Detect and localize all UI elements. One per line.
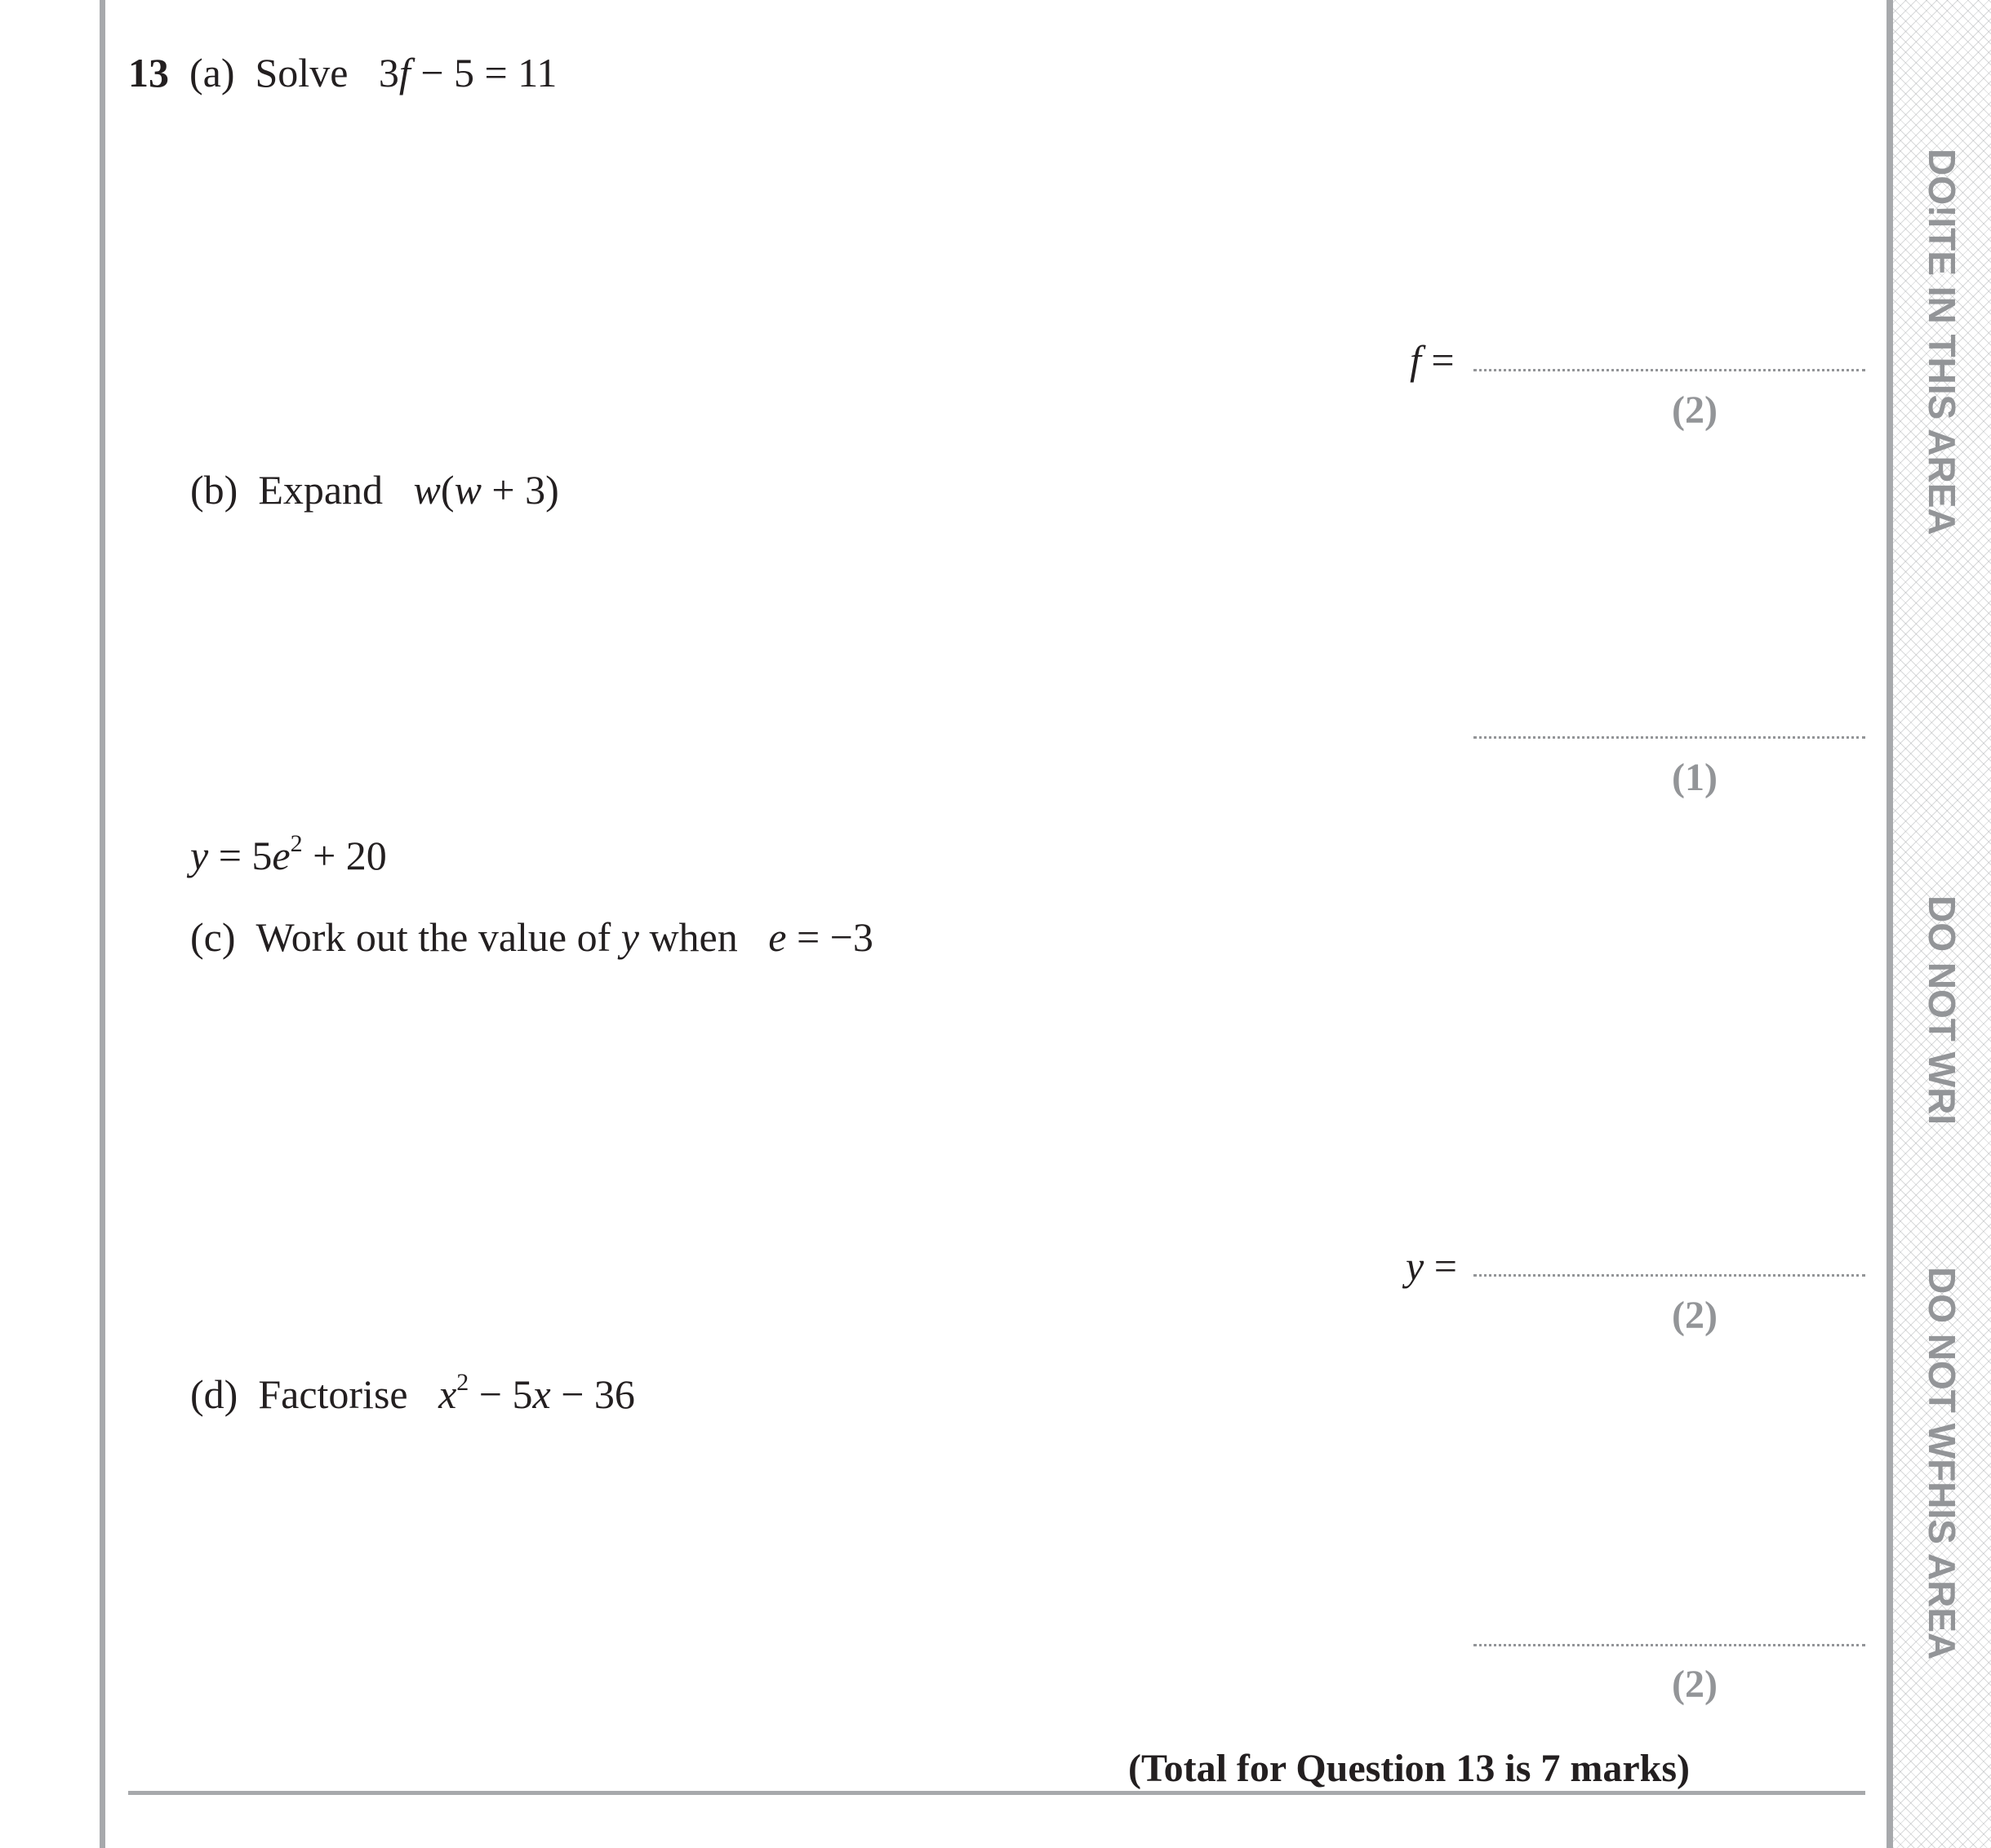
margin-warning-bottom: DO NOT WFHIS AREA	[1921, 1267, 1963, 1660]
part-d-expr-var2: x	[532, 1371, 551, 1417]
question-number: 13	[128, 50, 169, 96]
part-c-answer-var: y	[1406, 1243, 1424, 1289]
part-d-verb: Factorise	[258, 1371, 408, 1417]
part-b-expr-post: + 3)	[481, 467, 559, 513]
part-c-answer-label	[1406, 1243, 1457, 1289]
margin-warning-top: DO!ITE IN THIS AREA	[1921, 149, 1963, 535]
part-a-expr-pre: 3	[378, 50, 399, 96]
part-a-marks: (2)	[1672, 389, 1718, 432]
part-a-answer-label	[1410, 337, 1455, 383]
part-c-answer-eq: =	[1424, 1243, 1457, 1289]
given-mid: = 5	[208, 833, 273, 878]
part-c-cond-var: e	[768, 914, 787, 960]
part-a-label: (a)	[189, 50, 235, 96]
part-c-line	[190, 914, 873, 960]
part-a-answer-eq: =	[1420, 337, 1455, 383]
question-total: (Total for Question 13 is 7 marks)	[1128, 1747, 1691, 1790]
given-sup: 2	[290, 830, 303, 857]
part-b-marks: (1)	[1672, 756, 1718, 799]
given-var: y	[190, 833, 209, 878]
part-c-label: (c)	[190, 914, 236, 960]
given-equation	[190, 830, 387, 878]
part-c-text: Work out the value of	[256, 914, 611, 960]
part-c-marks: (2)	[1672, 1294, 1718, 1337]
part-c-cond-post: = −3	[786, 914, 873, 960]
part-d-expr-sup: 2	[456, 1369, 469, 1396]
part-a-answer-var: f	[1410, 337, 1421, 383]
part-d-label: (d)	[190, 1371, 238, 1417]
part-b-verb: Expand	[258, 467, 384, 513]
part-a-line	[128, 50, 558, 96]
given-var2: e	[272, 833, 291, 878]
part-d-answer-line[interactable]	[1473, 1644, 1865, 1646]
part-c-text-when: when	[649, 914, 738, 960]
left-page-border	[100, 0, 105, 1848]
part-d-expr-mid: − 5	[469, 1371, 533, 1417]
part-a-expr-post: − 5 = 11	[410, 50, 558, 96]
part-b-answer-line[interactable]	[1473, 736, 1865, 739]
part-b-expr-mid: (	[440, 467, 455, 513]
part-b-expr-var1: w	[413, 467, 441, 513]
part-d-expr-post: − 36	[550, 1371, 635, 1417]
part-d-marks: (2)	[1672, 1663, 1718, 1706]
part-b-label: (b)	[190, 467, 238, 513]
right-page-border	[1887, 0, 1893, 1848]
part-b-line	[190, 467, 559, 513]
part-c-answer-line[interactable]	[1473, 1274, 1865, 1277]
part-d-expr-var: x	[438, 1371, 457, 1417]
part-a-answer-line[interactable]	[1473, 369, 1865, 371]
given-post: + 20	[302, 833, 387, 878]
bottom-rule	[128, 1791, 1865, 1795]
part-c-text-var: y	[620, 914, 639, 960]
margin-warning-middle: DO NOT WRI	[1921, 895, 1963, 1126]
part-b-expr-var2: w	[454, 467, 482, 513]
part-d-line	[190, 1369, 635, 1417]
part-a-verb: Solve	[255, 50, 349, 96]
part-a-expr-var: f	[398, 50, 411, 96]
